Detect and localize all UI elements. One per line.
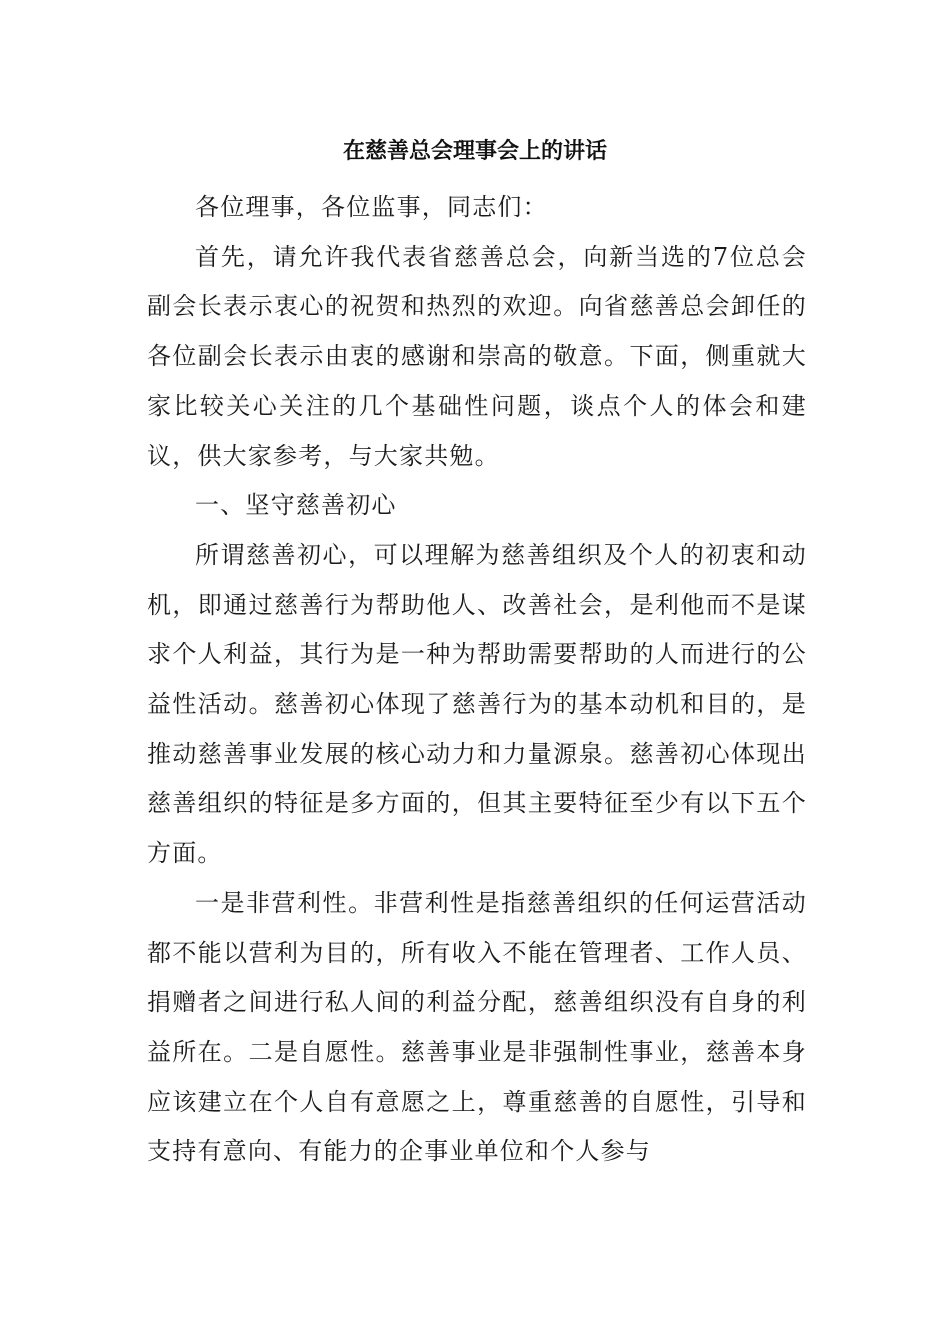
intro-paragraph: 首先，请允许我代表省慈善总会，向新当选的7位总会副会长表示衷心的祝贺和热烈的欢迎。向省慈善总会卸任的各位副会长表示由衷的感谢和崇高的敬意。下面，侧重就大家比较关心关注的几个基础性问题，谈点个人的体会和建议，供大家参考，与大家共勉。: [147, 242, 807, 470]
document-title: 在慈善总会理事会上的讲话: [342, 139, 607, 164]
salutation-paragraph: 各位理事，各位监事，同志们：: [195, 193, 548, 221]
body-paragraph: 一是非营利性。非营利性是指慈善组织的任何运营活动都不能以营利为目的，所有收入不能在管理者、工作人员、捐赠者之间进行私人间的利益分配，慈善组织没有自身的利益所在。二是自愿性。慈善事业是非强制性事业，慈善本身应该建立在个人自有意愿之上，尊重慈善的自愿性，引导和支持有意向、有能力的企事业单位和个人参与: [147, 888, 807, 1166]
body-paragraph: 所谓慈善初心，可以理解为慈善组织及个人的初衷和动机，即通过慈善行为帮助他人、改善社会，是利他而不是谋求个人利益，其行为是一种为帮助需要帮助的人而进行的公益性活动。慈善初心体现了慈善行为的基本动机和目的，是推动慈善事业发展的核心动力和力量源泉。慈善初心体现出慈善组织的特征是多方面的，但其主要特征至少有以下五个方面。: [147, 540, 807, 868]
document-body: [147, 183, 807, 1177]
section-heading: 一、坚守慈善初心: [195, 491, 397, 520]
